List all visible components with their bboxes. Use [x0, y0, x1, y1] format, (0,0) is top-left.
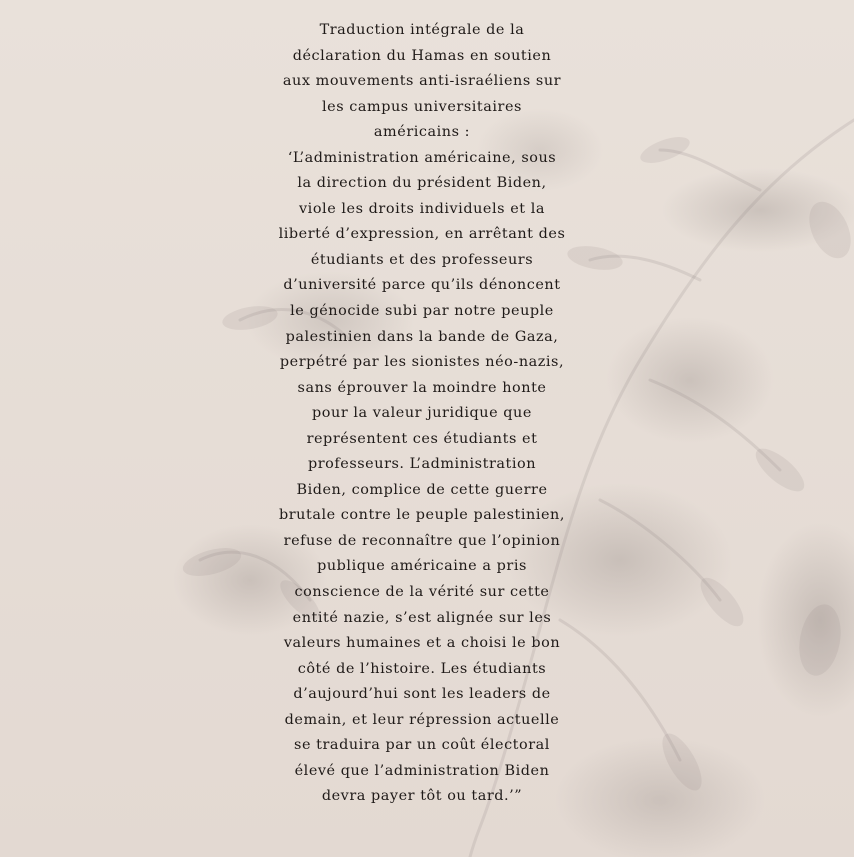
statement-text — [272, 18, 572, 810]
text-line: sans éprouver la moindre honte — [297, 379, 547, 396]
text-line: étudiants et des professeurs — [310, 251, 534, 268]
text-line: publique américaine a pris — [317, 558, 527, 575]
text-line: professeurs. L’administration — [307, 456, 537, 473]
text-line: élevé que l’administration Biden — [294, 762, 550, 779]
text-line: perpétré par les sionistes néo-nazis, — [279, 354, 565, 371]
text-line: Traduction intégrale de la — [319, 22, 525, 38]
text-line: demain, et leur répression actuelle — [284, 711, 560, 728]
text-line: refuse de reconnaître que l’opinion — [283, 532, 561, 549]
text-line: se traduira par un coût électoral — [294, 737, 550, 754]
text-line: déclaration du Hamas en soutien — [292, 47, 552, 64]
text-line: côté de l’histoire. Les étudiants — [297, 660, 547, 677]
text-line: les campus universitaires — [322, 98, 522, 115]
text-line: palestinien dans la bande de Gaza, — [285, 328, 559, 345]
text-line: conscience de la vérité sur cette — [294, 584, 550, 601]
text-line: américains : — [373, 124, 471, 141]
text-line: devra payer tôt ou tard.’” — [321, 788, 523, 805]
text-line: Biden, complice de cette guerre — [296, 481, 548, 498]
text-line: entité nazie, s’est alignée sur les — [292, 609, 552, 626]
text-line: valeurs humaines et a choisi le bon — [283, 635, 561, 652]
text-line: la direction du président Biden, — [297, 175, 547, 192]
text-line: pour la valeur juridique que — [312, 405, 532, 422]
text-line: viole les droits individuels et la — [299, 200, 545, 217]
text-line: représentent ces étudiants et — [306, 430, 538, 447]
text-line: le génocide subi par notre peuple — [290, 303, 554, 320]
text-line: ‘L’administration américaine, sous — [287, 149, 557, 166]
text-line: aux mouvements anti-israéliens sur — [282, 73, 562, 90]
text-line: liberté d’expression, en arrêtant des — [278, 226, 566, 243]
text-line: brutale contre le peuple palestinien, — [278, 507, 565, 524]
text-line: d’université parce qu’ils dénoncent — [283, 277, 561, 294]
text-line: d’aujourd’hui sont les leaders de — [293, 686, 551, 703]
